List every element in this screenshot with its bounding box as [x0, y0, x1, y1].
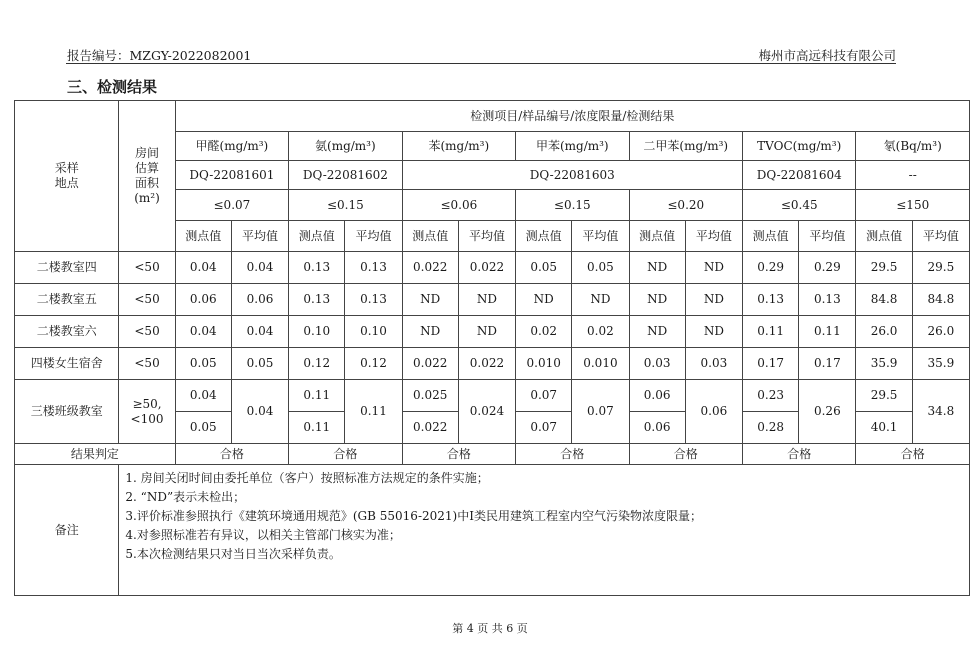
limit-value: ≤0.06: [402, 190, 515, 221]
cell-value: 84.8: [856, 284, 912, 316]
cell-value: 0.06: [231, 284, 288, 316]
average-label: 平均值: [345, 221, 402, 252]
cell-value: ND: [458, 316, 515, 348]
cell-value: 0.04: [231, 316, 288, 348]
limit-value: ≤0.15: [516, 190, 629, 221]
cell-value: 35.9: [856, 348, 912, 380]
measured-label: 测点值: [856, 221, 912, 252]
cell-value: 0.025: [402, 380, 458, 412]
cell-value: 0.10: [345, 316, 402, 348]
cell-value: 0.022: [458, 252, 515, 284]
row-area: <50: [119, 252, 175, 284]
header-group: 检测项目/样品编号/浓度限量/检测结果: [175, 101, 969, 132]
average-label: 平均值: [685, 221, 742, 252]
table-row: [15, 348, 970, 380]
cell-value: 0.28: [743, 412, 799, 444]
row-location: 四楼女生宿舍: [15, 348, 119, 380]
cell-value: 0.06: [175, 284, 231, 316]
cell-value: 0.29: [799, 252, 856, 284]
cell-value: 0.07: [516, 380, 572, 412]
average-label: 平均值: [572, 221, 629, 252]
sample-id: --: [856, 161, 970, 190]
sample-id: DQ-22081604: [743, 161, 856, 190]
cell-value: 26.0: [856, 316, 912, 348]
report-number: 报告编号：MZGY-2022082001: [67, 48, 252, 63]
pollutant-name: 氨(mg/m³): [289, 132, 402, 161]
cell-value: 0.05: [572, 252, 629, 284]
measured-label: 测点值: [629, 221, 685, 252]
cell-value: ND: [685, 316, 742, 348]
judgement-row: [15, 444, 970, 465]
cell-value: 84.8: [912, 284, 969, 316]
limit-value: ≤0.15: [289, 190, 402, 221]
row-location: 三楼班级教室: [15, 380, 119, 444]
note-line: 5.本次检测结果只对当日当次采样负责。: [125, 547, 341, 561]
judgement-value: 合格: [743, 444, 856, 465]
section-title: 三、检测结果: [67, 78, 158, 96]
cell-value: 0.10: [289, 316, 345, 348]
average-label: 平均值: [231, 221, 288, 252]
cell-value: 29.5: [912, 252, 969, 284]
notes-row: [15, 465, 970, 596]
cell-value: 0.05: [175, 348, 231, 380]
row-area: ≥50, <100: [119, 380, 175, 444]
cell-value: 0.11: [743, 316, 799, 348]
row-location: 二楼教室五: [15, 284, 119, 316]
cell-value: 0.022: [402, 348, 458, 380]
cell-value: ND: [629, 284, 685, 316]
cell-value: 29.5: [856, 380, 912, 412]
cell-value: 0.13: [289, 284, 345, 316]
table-row: [15, 252, 970, 284]
row-area: <50: [119, 348, 175, 380]
cell-value: 0.010: [516, 348, 572, 380]
cell-value: 0.11: [289, 412, 345, 444]
pollutant-name: 甲苯(mg/m³): [516, 132, 629, 161]
cell-value: ND: [402, 284, 458, 316]
pollutant-name: TVOC(mg/m³): [743, 132, 856, 161]
cell-value: 0.17: [743, 348, 799, 380]
pollutant-name: 二甲苯(mg/m³): [629, 132, 742, 161]
header-rule: [66, 63, 896, 64]
cell-value: 0.022: [458, 348, 515, 380]
cell-value: 0.02: [572, 316, 629, 348]
cell-value: 0.022: [402, 412, 458, 444]
cell-value: 0.04: [231, 252, 288, 284]
cell-value: 0.13: [345, 284, 402, 316]
cell-value: ND: [572, 284, 629, 316]
limit-value: ≤0.20: [629, 190, 742, 221]
average-label: 平均值: [458, 221, 515, 252]
cell-average: 0.07: [572, 380, 629, 444]
average-label: 平均值: [799, 221, 856, 252]
page-number: 第 4 页 共 6 页: [452, 622, 528, 635]
limit-value: ≤0.45: [743, 190, 856, 221]
cell-value: ND: [516, 284, 572, 316]
cell-average: 0.06: [685, 380, 742, 444]
cell-value: 0.05: [175, 412, 231, 444]
cell-value: 35.9: [912, 348, 969, 380]
company-name: 梅州市高远科技有限公司: [758, 48, 896, 63]
cell-value: 29.5: [856, 252, 912, 284]
judgement-value: 合格: [856, 444, 970, 465]
cell-value: 0.11: [799, 316, 856, 348]
cell-value: 0.29: [743, 252, 799, 284]
cell-average: 0.26: [799, 380, 856, 444]
cell-value: 0.05: [231, 348, 288, 380]
cell-average: 0.024: [458, 380, 515, 444]
cell-value: 0.07: [516, 412, 572, 444]
cell-value: 0.04: [175, 380, 231, 412]
cell-value: 0.23: [743, 380, 799, 412]
limit-value: ≤150: [856, 190, 970, 221]
cell-value: 40.1: [856, 412, 912, 444]
measured-label: 测点值: [516, 221, 572, 252]
results-table: [14, 100, 970, 596]
cell-value: 0.010: [572, 348, 629, 380]
note-line: 1. 房间关闭时间由委托单位（客户）按照标准方法规定的条件实施；: [125, 471, 489, 485]
sample-id: DQ-22081603: [402, 161, 742, 190]
cell-value: ND: [685, 284, 742, 316]
notes-label: 备注: [15, 465, 119, 596]
cell-value: 0.12: [289, 348, 345, 380]
row-location: 二楼教室六: [15, 316, 119, 348]
sample-id: DQ-22081602: [289, 161, 402, 190]
note-line: 4.对参照标准若有异议，以相关主管部门核实为准；: [125, 528, 401, 542]
judgement-value: 合格: [629, 444, 742, 465]
cell-average: 0.04: [231, 380, 288, 444]
cell-average: 34.8: [912, 380, 969, 444]
note-line: 3.评价标准参照执行《建筑环境通用规范》(GB 55016-2021)中Ⅰ类民用建筑工程室内空气污染物浓度限量；: [125, 509, 702, 523]
cell-value: ND: [629, 252, 685, 284]
pollutant-name: 苯(mg/m³): [402, 132, 515, 161]
judgement-value: 合格: [289, 444, 402, 465]
cell-value: 0.03: [685, 348, 742, 380]
cell-average: 0.11: [345, 380, 402, 444]
row-area: <50: [119, 316, 175, 348]
cell-value: ND: [629, 316, 685, 348]
cell-value: 0.06: [629, 380, 685, 412]
cell-value: 0.04: [175, 252, 231, 284]
judgement-value: 合格: [402, 444, 515, 465]
cell-value: 0.13: [345, 252, 402, 284]
cell-value: ND: [685, 252, 742, 284]
row-location: 二楼教室四: [15, 252, 119, 284]
judgement-value: 合格: [516, 444, 629, 465]
cell-value: 0.13: [289, 252, 345, 284]
cell-value: 0.02: [516, 316, 572, 348]
average-label: 平均值: [912, 221, 969, 252]
cell-value: 0.13: [743, 284, 799, 316]
note-line: 2. “ND”表示未检出；: [125, 490, 246, 504]
table-row: [15, 284, 970, 316]
cell-value: 0.11: [289, 380, 345, 412]
cell-value: 0.022: [402, 252, 458, 284]
cell-value: 0.17: [799, 348, 856, 380]
judgement-value: 合格: [175, 444, 288, 465]
cell-value: 26.0: [912, 316, 969, 348]
cell-value: 0.04: [175, 316, 231, 348]
header-location: 采样 地点: [15, 101, 119, 252]
cell-value: 0.05: [516, 252, 572, 284]
row-area: <50: [119, 284, 175, 316]
cell-value: 0.13: [799, 284, 856, 316]
measured-label: 测点值: [175, 221, 231, 252]
header-area: 房间 估算 面积 (m²): [119, 101, 175, 252]
cell-value: ND: [458, 284, 515, 316]
pollutant-name: 甲醛(mg/m³): [175, 132, 288, 161]
sample-id: DQ-22081601: [175, 161, 288, 190]
cell-value: ND: [402, 316, 458, 348]
split-row-top: [15, 380, 970, 412]
notes-content: [119, 465, 970, 596]
measured-label: 测点值: [743, 221, 799, 252]
table-row: [15, 316, 970, 348]
measured-label: 测点值: [289, 221, 345, 252]
cell-value: 0.06: [629, 412, 685, 444]
cell-value: 0.03: [629, 348, 685, 380]
limit-value: ≤0.07: [175, 190, 288, 221]
measured-label: 测点值: [402, 221, 458, 252]
judgement-label: 结果判定: [15, 444, 176, 465]
cell-value: 0.12: [345, 348, 402, 380]
pollutant-name: 氡(Bq/m³): [856, 132, 970, 161]
